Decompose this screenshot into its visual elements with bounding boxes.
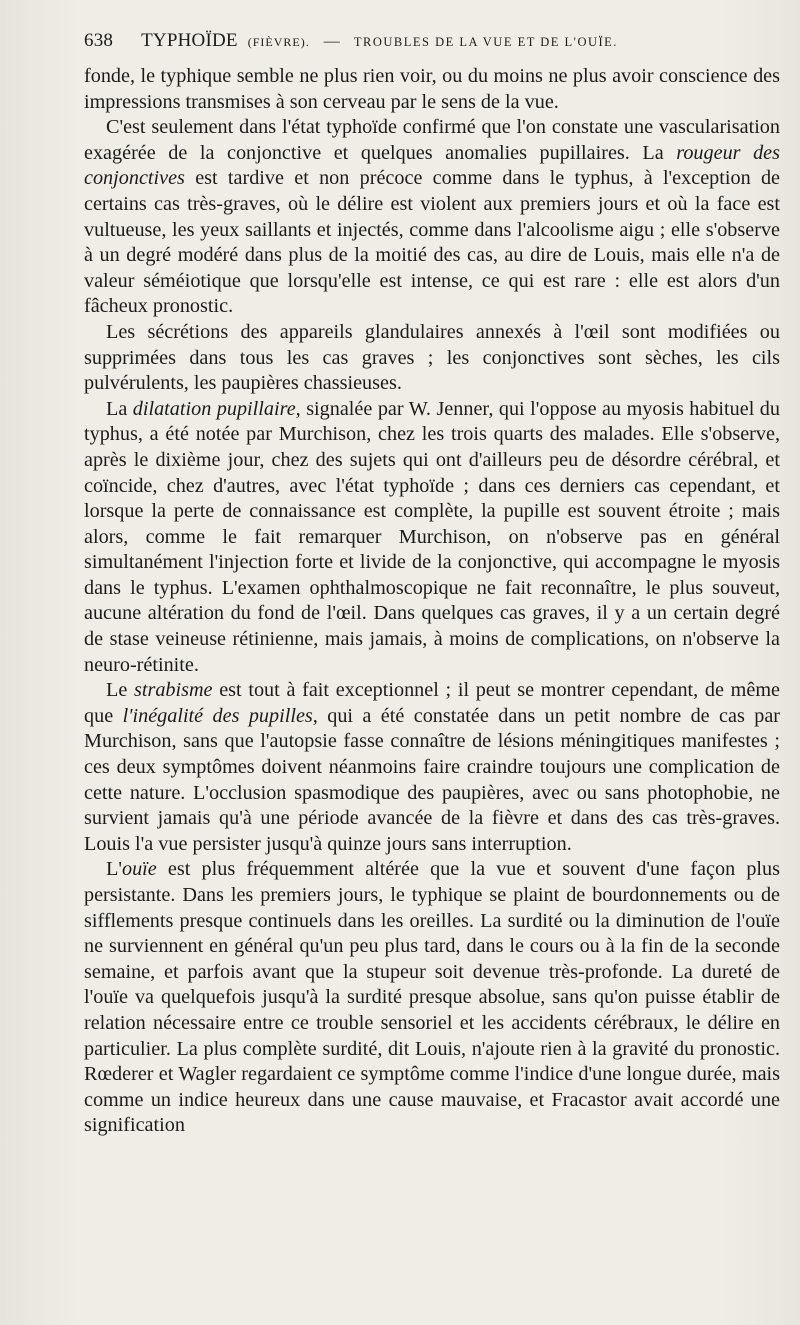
paragraph: [84, 397, 780, 679]
text-run: La: [106, 397, 133, 420]
text-run: est tout à fait exceptionnel ; il peut se montrer cependant, de même que: [84, 679, 780, 727]
text-run: signalée par W. Jenner, qui l'oppose au myosis habituel du typhus, a été notée par Murchison, chez les trois quarts des malades. Elle s'observe, après le dixième jour, chez des sujets qui ont d'ailleurs peu de désordre cérébral, et coïncide, chez d'autres, avec l'état typhoïde ; dans ces derniers cas cependant, et lorsque la perte de connaissance est complète, la pupille est souvent étroite ; mais alors, comme le fait remarquer Murchison, on n'observe pas en général simultanément l'injection forte et livide de la conjonctive, qui accompagne le myosis dans le typhus. L'examen ophthalmoscopique ne fait reconnaître, le plus souveut, aucune altération du fond de l'œil. Dans quelques cas graves, il y a un certain degré de stase veineuse rétinienne, mais jamais, à moins de complications, on n'observe la neuro-rétinite.: [84, 397, 780, 676]
italic-term: strabisme: [134, 679, 213, 702]
running-title: TYPHOÏDE: [141, 30, 238, 51]
running-subtitle: (FIÈVRE).: [247, 35, 310, 49]
text-run: Le: [106, 679, 134, 702]
text-run: L': [106, 858, 122, 881]
paragraph: [84, 64, 780, 115]
text-run: est plus fréquemment altérée que la vue et souvent d'une façon plus persistante. Dans les premiers jours, le typhique se plaint de bourdonnements ou de sifflements presque continuels dans les oreilles. La surdité ou la diminution de l'ouïe ne surviennent en général qu'un peu plus tard, dans le cours ou à la fin de la seconde semaine, et parfois avant que la stupeur soit devenue très-profonde. La dureté de l'ouïe va quelquefois jusqu'à la surdité presque absolue, sans qu'on puisse établir de relation nécessaire entre ce trouble sensoriel et les accidents cérébraux, le délire en particulier. La plus complète surdité, dit Louis, n'ajoute rien à la gravité du pronostic. Rœderer et Wagler regardaient ce symptôme comme l'indice d'une longue durée, mais comme un indice heureux dans une cause mauvaise, et Fracastor avait accordé une signification: [84, 858, 780, 1137]
text-run: C'est seulement dans l'état typhoïde confirmé que l'on constate une vascularisation exagérée de la conjonctive et quelques anomalies pupillaires. La: [84, 116, 780, 164]
italic-term: ouïe: [121, 858, 157, 881]
running-dash: —: [323, 33, 340, 50]
running-section: TROUBLES DE LA VUE ET DE L'OUÏE.: [353, 35, 618, 49]
paragraph: [84, 678, 780, 857]
text-run: Les sécrétions des appareils glandulaires annexés à l'œil sont modifiées ou supprimées dans tous les cas graves ; les conjonctives sont sèches, les cils pulvérulents, les paupières chassieuses.: [84, 320, 780, 395]
italic-term: dilatation pupillaire,: [132, 397, 301, 420]
text-run: fonde, le typhique semble ne plus rien voir, ou du moins ne plus avoir conscience des impressions transmises à son cerveau par le sens de la vue.: [84, 65, 780, 113]
paragraph: [84, 320, 780, 397]
text-run: qui a été constatée dans un petit nombre de cas par Murchison, sans que l'autopsie fasse connaître de lésions méningitiques manifestes ; ces deux symptômes doivent néanmoins faire craindre toujours une complication de cette nature. L'occlusion spasmodique des paupières, avec ou sans photophobie, ne survient jamais qu'à une période avancée de la fièvre et dans des cas très-graves. Louis l'a vue persister jusqu'à quinze jours sans interruption.: [84, 704, 781, 855]
italic-term: l'inégalité des pupilles,: [122, 704, 318, 727]
running-head: [84, 30, 780, 64]
text-run: est tardive et non précoce comme dans le typhus, à l'exception de certains cas très-graves, où le délire est violent aux premiers jours et où la face est vultueuse, les yeux saillants et injectés, comme dans l'alcoolisme aigu ; elle s'observe à un degré modéré dans plus de la moitié des cas, au dire de Louis, mais elle n'a de valeur séméiotique que lorsqu'elle est intense, ce qui est rare : elle est alors d'un fâcheux pronostic.: [84, 167, 780, 318]
body-text: [84, 64, 780, 1139]
page-number: 638: [84, 30, 114, 51]
italic-term: rougeur des conjonctives: [84, 141, 780, 190]
paragraph: [84, 115, 780, 320]
paragraph: [84, 857, 780, 1139]
